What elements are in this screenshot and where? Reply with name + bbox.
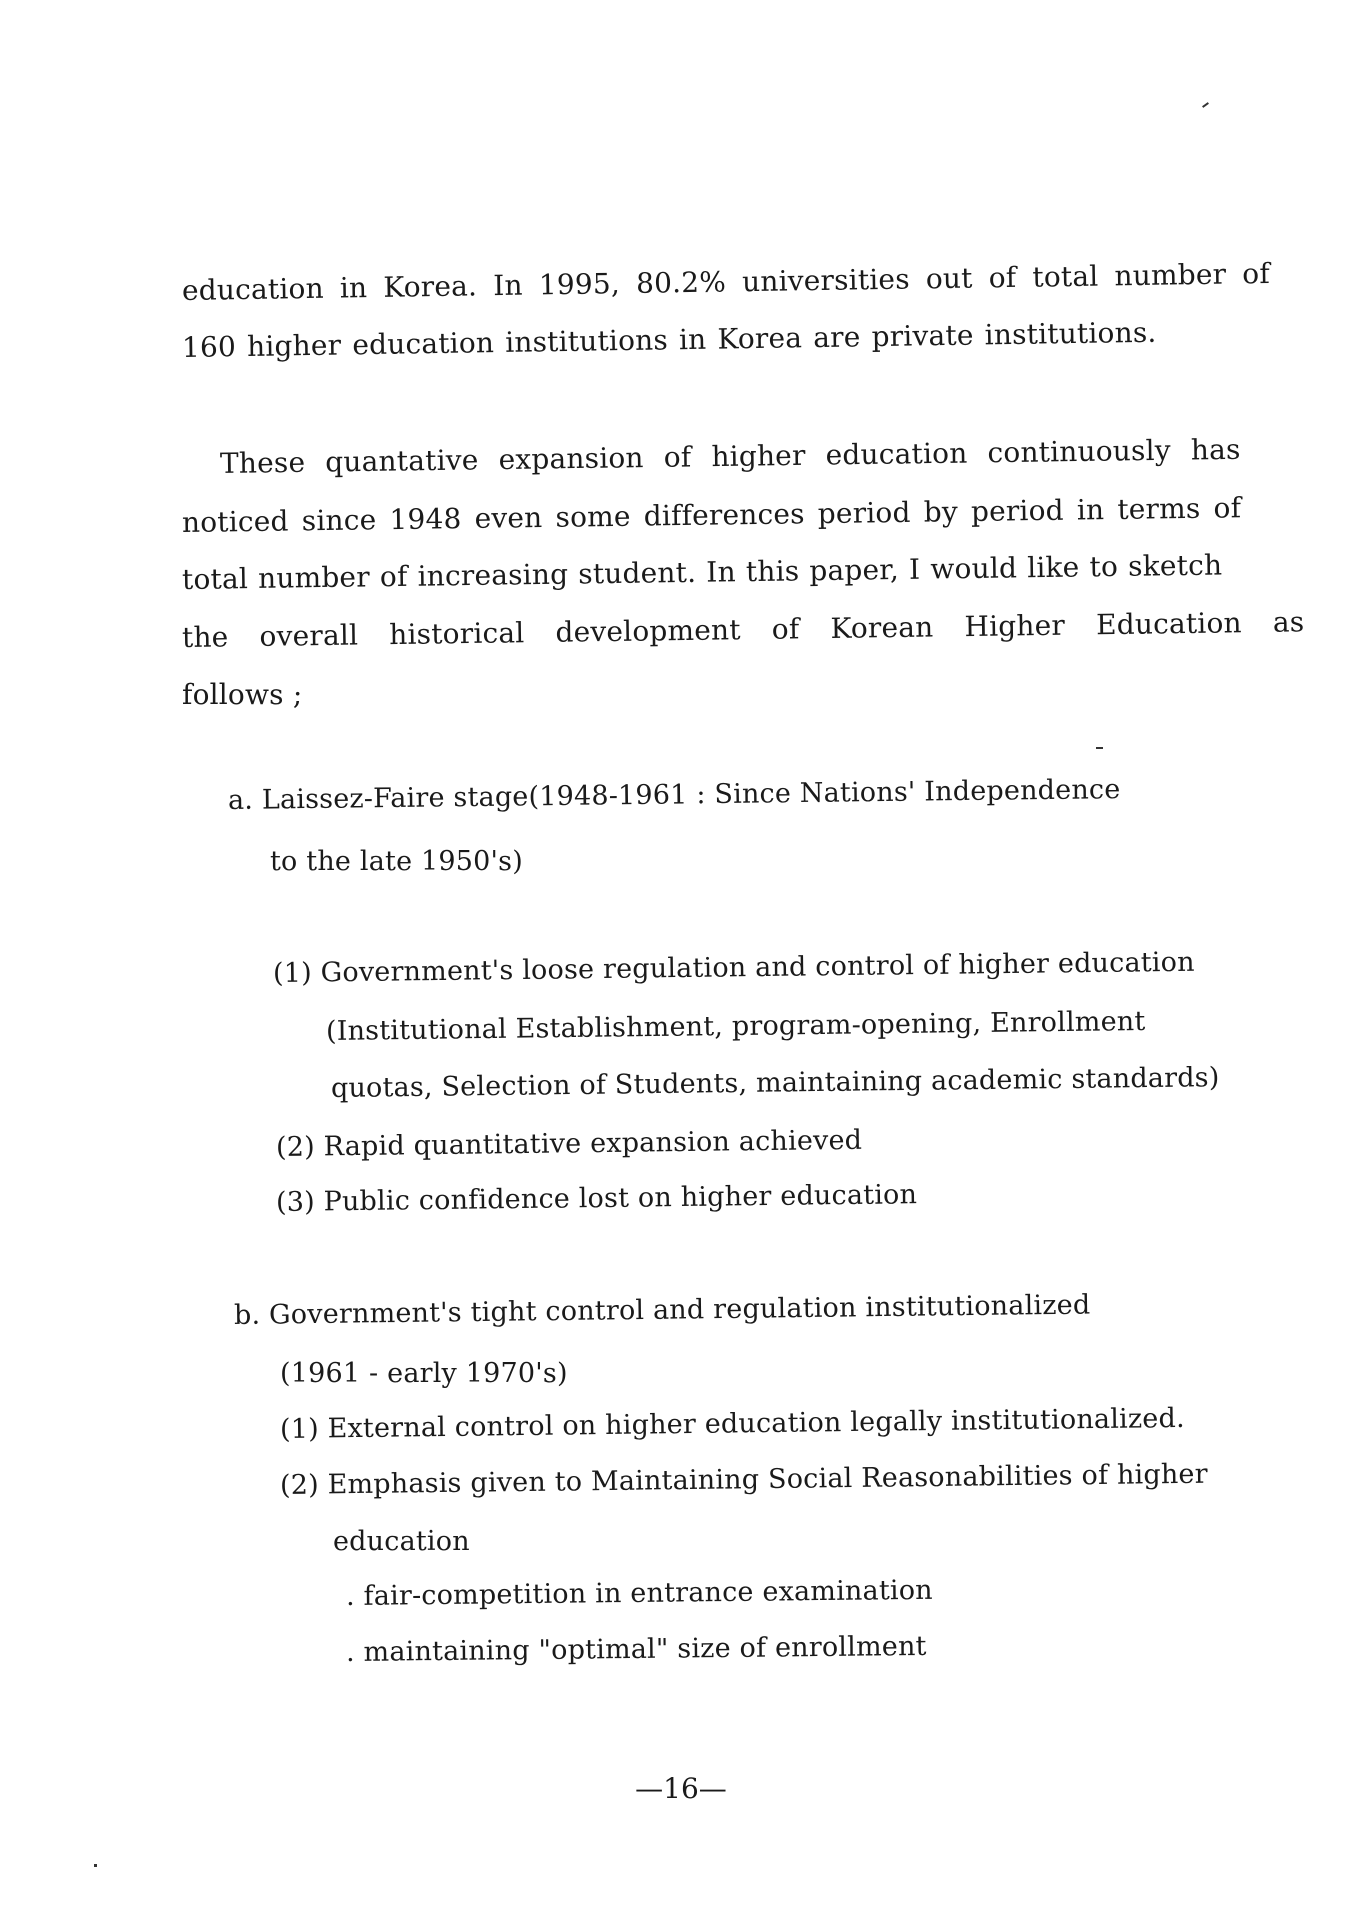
section-b-item-2-line-2: education (333, 1526, 470, 1557)
paragraph-line-2: noticed since 1948 even some differences period by period in terms of (181, 491, 1242, 539)
scan-speck (94, 1864, 97, 1867)
intro-line-2: 160 higher education institutions in Korea are private institutions. (181, 315, 1157, 364)
section-a-heading-line-1: a. Laissez-Faire stage(1948-1961 : Since Nations' Independence (227, 774, 1121, 816)
paragraph-line-3: total number of increasing student. In this paper, I would like to sketch (181, 548, 1223, 596)
scan-speck (1202, 102, 1209, 108)
paragraph-line-5: follows ; (182, 678, 303, 711)
section-a-item-1-line-2: (Institutional Establishment, program-opening, Enrollment (325, 1005, 1146, 1047)
section-b-item-1: (1) External control on higher education legally institutionalized. (279, 1402, 1185, 1445)
section-a-item-1-line-1: (1) Government's loose regulation and control of higher education (272, 946, 1195, 989)
scan-speck (1096, 747, 1103, 749)
paragraph-line-1: These quantative expansion of higher education continuously has (219, 432, 1241, 480)
section-b-heading-line-1: b. Government's tight control and regulation institutionalized (233, 1289, 1091, 1331)
section-a-item-2: (2) Rapid quantitative expansion achieved (275, 1124, 863, 1163)
section-b-bullet-2: . maintaining "optimal" size of enrollment (345, 1630, 927, 1668)
page-number: —16— (635, 1772, 727, 1805)
section-b-item-2-line-1: (2) Emphasis given to Maintaining Social Reasonabilities of higher (279, 1458, 1208, 1501)
section-b-bullet-1: . fair-competition in entrance examination (345, 1574, 933, 1612)
paragraph-line-4: the overall historical development of Korean Higher Education as (181, 605, 1305, 654)
section-a-heading-line-2: to the late 1950's) (270, 846, 523, 877)
intro-line-1: education in Korea. In 1995, 80.2% universities out of total number of (181, 256, 1271, 307)
section-a-item-1-line-3: quotas, Selection of Students, maintaining academic standards) (330, 1062, 1220, 1104)
section-a-item-3: (3) Public confidence lost on higher education (275, 1179, 918, 1218)
section-b-heading-line-2: (1961 - early 1970's) (280, 1358, 568, 1389)
